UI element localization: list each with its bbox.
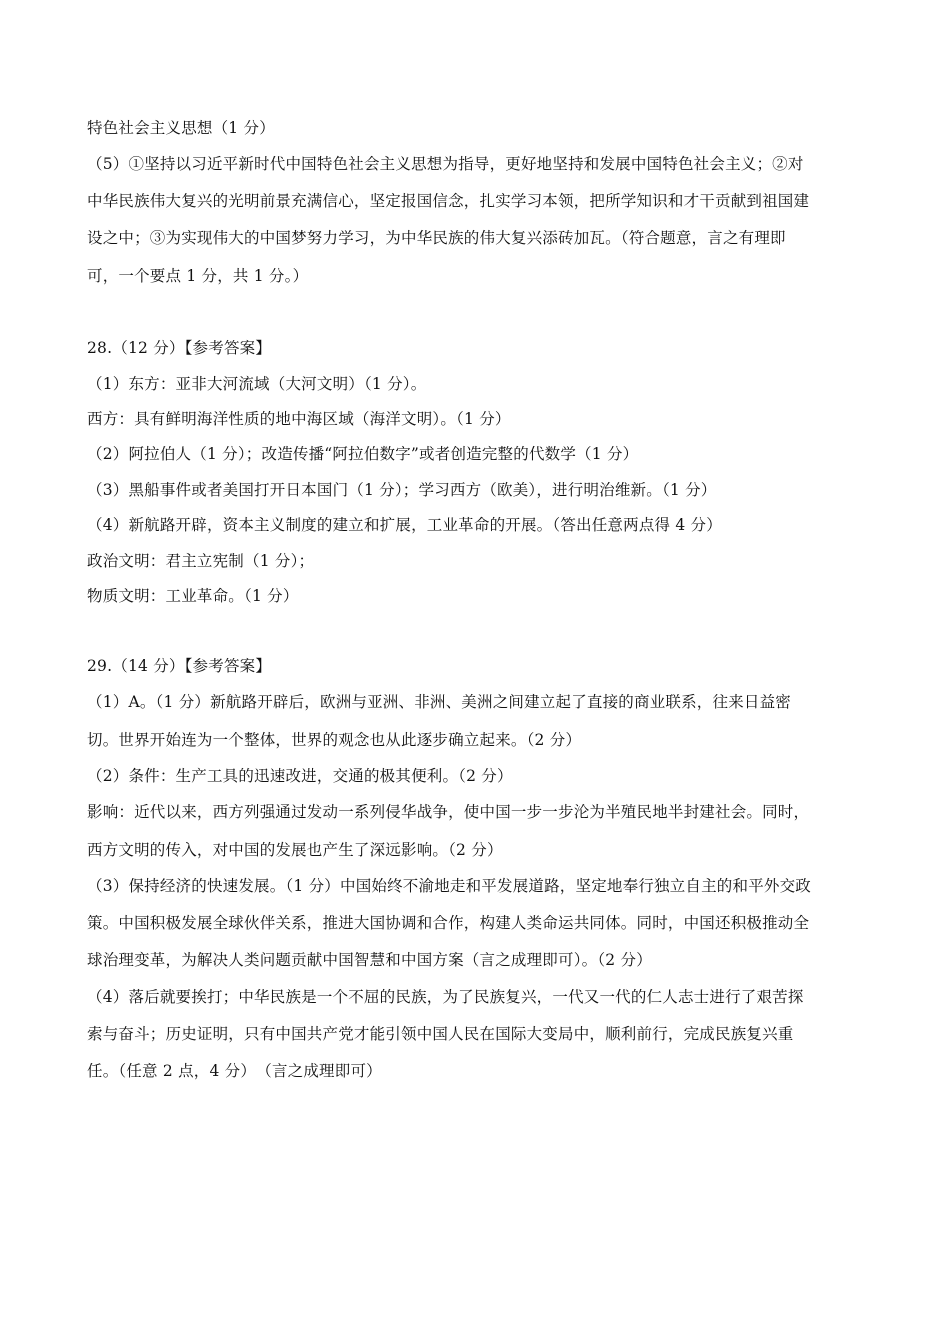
answer-text-line: 任。（任意 2 点，4 分） （言之成理即可）: [87, 1062, 382, 1080]
question-29-heading: 29.（14 分）【参考答案】: [87, 657, 272, 675]
answer-text-line: 西方文明的传入，对中国的发展也产生了深远影响。（2 分）: [87, 841, 503, 859]
answer-text-line: 切。世界开始连为一个整体，世界的观念也从此逐步确立起来。（2 分）: [87, 731, 582, 749]
answer-text-line: 影响：近代以来，西方列强通过发动一系列侵华战争，使中国一步一步沦为半殖民地半封建社会。同时，: [87, 803, 810, 821]
question-28-heading: 28.（12 分）【参考答案】: [87, 339, 272, 357]
answer-text-line: （3）保持经济的快速发展。（1 分）中国始终不渝地走和平发展道路，坚定地奉行独立自主的和平外交政: [87, 877, 812, 895]
answer-text-line: （1）A。（1 分）新航路开辟后，欧洲与亚洲、非洲、美洲之间建立起了直接的商业联系，往来日益密: [87, 693, 791, 711]
answer-text-line: 可，一个要点 1 分，共 1 分。）: [87, 267, 309, 285]
answer-text-line: 政治文明：君主立宪制（1 分）；: [87, 552, 315, 570]
answer-text-line: 物质文明：工业革命。（1 分）: [87, 587, 299, 605]
answer-text-line: （2）阿拉伯人（1 分）；改造传播“阿拉伯数字”或者创造完整的代数学（1 分）: [87, 445, 639, 463]
answer-text-line: （3）黑船事件或者美国打开日本国门（1 分）；学习西方（欧美），进行明治维新。（1 分）: [87, 481, 717, 499]
answer-text-line: （2）条件：生产工具的迅速改进，交通的极其便利。（2 分）: [87, 767, 513, 785]
answer-text-line: （1）东方：亚非大河流域（大河文明）（1 分）。: [87, 375, 427, 393]
answer-text-line: （5）①坚持以习近平新时代中国特色社会主义思想为指导，更好地坚持和发展中国特色社会主义；②对: [87, 155, 804, 173]
answer-text-line: 球治理变革，为解决人类问题贡献中国智慧和中国方案（言之成理即可）。（2 分）: [87, 951, 652, 969]
answer-text-line: 特色社会主义思想（1 分）: [87, 119, 275, 137]
answer-text-line: 中华民族伟大复兴的光明前景充满信心，坚定报国信念，扎实学习本领，把所学知识和才干贡献到祖国建: [87, 192, 810, 210]
answer-text-line: 西方：具有鲜明海洋性质的地中海区域（海洋文明）。（1 分）: [87, 410, 511, 428]
answer-text-line: 策。中国积极发展全球伙伴关系，推进大国协调和合作，构建人类命运共同体。同时，中国还积极推动全: [87, 914, 810, 932]
answer-text-line: （4）落后就要挨打；中华民族是一个不屈的民族，为了民族复兴，一代又一代的仁人志士进行了艰苦探: [87, 988, 804, 1006]
answer-text-line: 索与奋斗；历史证明，只有中国共产党才能引领中国人民在国际大变局中，顺利前行，完成民族复兴重: [87, 1025, 794, 1043]
answer-text-line: 设之中；③为实现伟大的中国梦努力学习，为中华民族的伟大复兴添砖加瓦。（符合题意，言之有理即: [87, 229, 786, 247]
answer-text-line: （4）新航路开辟，资本主义制度的建立和扩展，工业革命的开展。（答出任意两点得 4 分）: [87, 516, 722, 534]
